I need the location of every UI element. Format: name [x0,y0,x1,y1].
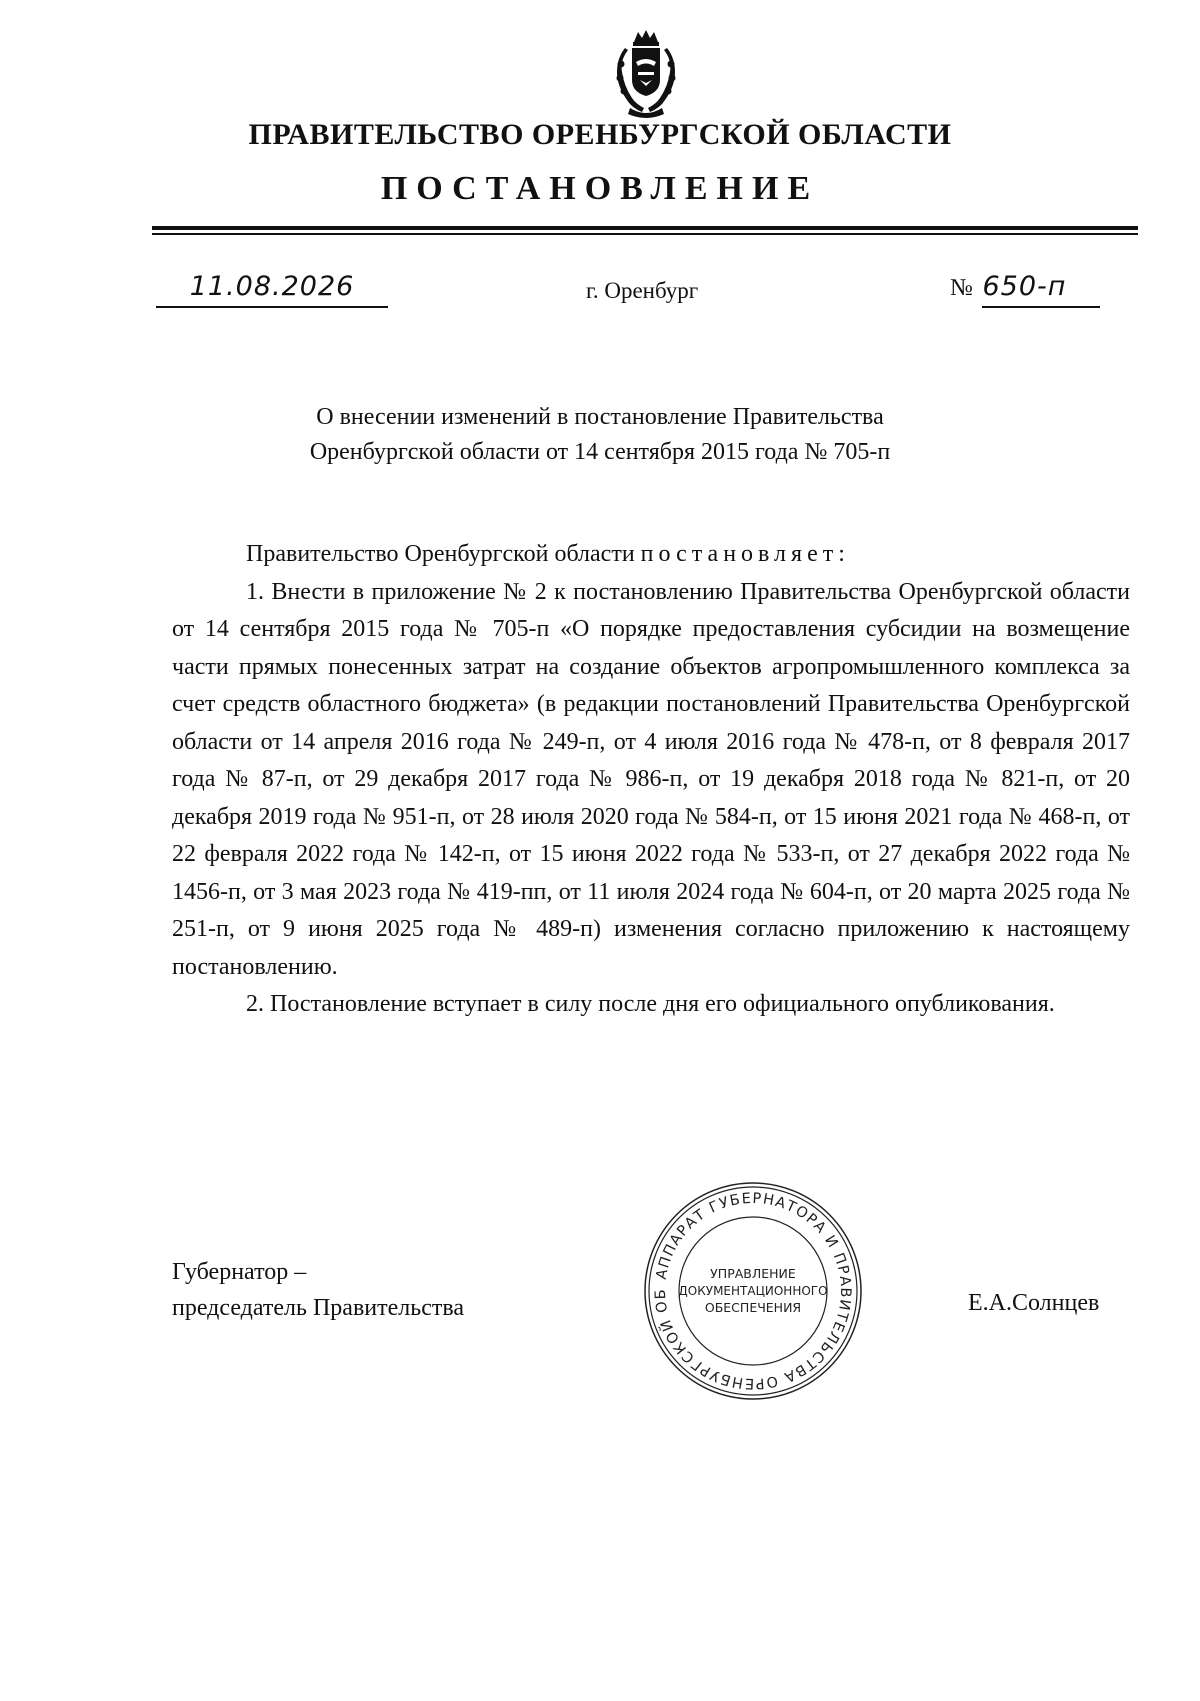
subject-line-2: Оренбургской области от 14 сентября 2015 года № 705-п [309,439,891,465]
header-divider-thin [152,233,1138,235]
document-type-title: ПОСТАНОВЛЕНИЕ [380,170,820,207]
decree-intro [172,536,1130,574]
document-number-block [950,272,1100,303]
signer-name: Е.А.Солнцев [968,1290,1100,1316]
signer-title-line-1: Губернатор – [172,1259,307,1285]
decree-intro-prefix: Правительство Оренбургской области [246,541,635,567]
number-underline [982,306,1100,308]
document-city: г. Оренбург [586,278,699,303]
document-subject [0,400,1200,470]
seal-outer-text: АППАРАТ ГУБЕРНАТОРА И ПРАВИТЕЛЬСТВА ОРЕНБУРГСКОЙ ОБ [652,1190,854,1392]
organization-name: ПРАВИТЕЛЬСТВО ОРЕНБУРГСКОЙ ОБЛАСТИ [248,118,952,151]
decree-intro-verb: постановляет: [640,541,850,567]
coat-of-arms-emblem [608,28,684,120]
seal-center-line-2: ДОКУМЕНТАЦИОННОГО [678,1284,828,1298]
document-number: 650-п [982,271,1067,302]
subject-line-1: О внесении изменений в постановление Правительства [316,404,884,430]
decree-item-1: 1. Внести в приложение № 2 к постановлению Правительства Оренбургской области от 14 сентября 2015 года № 705-п «О порядке предоставления субсидии на возмещение части прямых понесенных затрат на создание объектов агропромышленного комплекса за счет средств областного бюджета» (в редакции постановлений Правительства Оренбургской области от 14 апреля 2016 года № 249-п, от 4 июля 2016 года № 478-п, от 8 февраля 2017 года № 87-п, от 29 декабря 2017 года № 986-п, от 19 декабря 2018 года № 821-п, от 20 декабря 2019 года № 951-п, от 28 июля 2020 года № 584-п, от 15 июня 2021 года № 468-п, от 22 февраля 2022 года № 142-п, от 15 июня 2022 года № 533-п, от 27 декабря 2022 года № 1456-п, от 3 мая 2023 года № 419-пп, от 11 июля 2024 года № 604-п, от 20 марта 2025 года № 251-п, от 9 июня 2025 года № 489-п) изменения согласно приложению к настоящему постановлению. [172,578,1130,980]
seal-center-line-3: ОБЕСПЕЧЕНИЯ [704,1300,802,1315]
number-sign: № [950,275,973,301]
header-divider [152,226,1138,230]
signer-title-line-2: председатель Правительства [172,1295,465,1321]
official-seal [640,1178,866,1404]
date-underline [156,306,388,308]
document-date: 11.08.2026 [189,271,355,302]
document-body [172,536,1130,1024]
signer-title [172,1254,464,1326]
seal-center-line-1: УПРАВЛЕНИЕ [710,1266,796,1281]
decree-item-2: 2. Постановление вступает в силу после дня его официального опубликования. [246,991,1055,1017]
